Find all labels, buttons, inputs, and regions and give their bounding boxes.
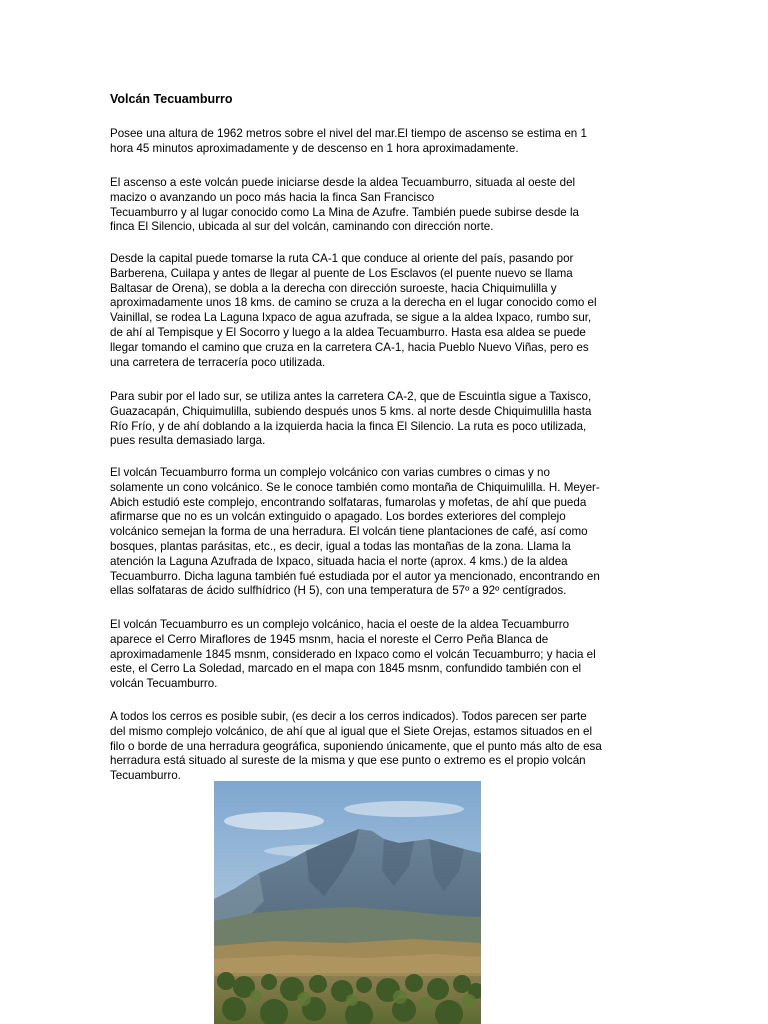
paragraph-line: de ahí al Tempisque y El Socorro y luego a la aldea Tecuamburro. Hasta esa aldea se puede: [110, 325, 586, 339]
paragraph-line: hora 45 minutos aproximadamente y de descenso en 1 hora aproximadamente.: [110, 141, 519, 155]
paragraph-line: Desde la capital puede tomarse la ruta CA-1 que conduce al oriente del país, pasando por: [110, 252, 574, 265]
paragraph-line: El volcán Tecuamburro es un complejo volcánico, hacia el oeste de la aldea Tecuamburro: [110, 618, 570, 631]
paragraph-line: Baltasar de Orena), se dobla a la derecha con dirección suroeste, hacia Chiquimulilla y: [110, 281, 557, 295]
paragraph-line: aproximadamente unos 18 kms. de camino se cruza a la derecha en el lugar conocido como el: [110, 296, 597, 310]
paragraph-line: Tecuamburro y al lugar conocido como La Mina de Azufre. También puede subirse desde la: [110, 205, 579, 219]
volcano-photo: [214, 781, 481, 1024]
paragraph-line: aproximadamenle 1845 msnm, considerado en Ixpaco como el volcán Tecuamburro; y hacia el: [110, 647, 596, 661]
paragraph-line: bosques, plantas parásitas, etc., es decir, igual a todas las montañas de la zona. Llama la: [110, 539, 571, 553]
cloud: [224, 812, 324, 830]
paragraph-line: Río Frío, y de ahí doblando a la izquierda hacia la finca El Silencio. La ruta es poco utilizada,: [110, 419, 587, 433]
paragraph-line: Tecuamburro.: [110, 769, 181, 783]
paragraph-1: [110, 127, 587, 157]
paragraph-line: El ascenso a este volcán puede iniciarse desde la aldea Tecuamburro, situada al oeste del: [110, 176, 576, 189]
document-title: Volcán Tecuamburro: [110, 92, 233, 106]
paragraph-line: afirmarse que no es un volcán extinguido o apagado. Los bordes exteriores del complejo: [110, 510, 566, 524]
cloud: [344, 801, 464, 817]
paragraph-line: Barberena, Cuilapa y antes de llegar al puente de Los Esclavos (el puente nuevo se llama: [110, 266, 573, 280]
paragraph-line: filo o borde de una herradura geográfica, suponiendo únicamente, que el punto más alto de esa: [110, 739, 602, 753]
paragraph-line: volcán Tecuamburro.: [110, 677, 218, 691]
paragraph-line: este, el Cerro La Soledad, marcado en el mapa con 1845 msnm, confundido también con el: [110, 662, 582, 676]
paragraph-line: Guazacapán, Chiquimulilla, subiendo después unos 5 kms. al norte desde Chiquimulilla hasta: [110, 404, 592, 418]
paragraph-line: Tecuamburro. Dicha laguna también fué estudiada por el autor ya mencionado, encontrando en: [110, 569, 600, 583]
paragraph-line: macizo o avanzando un poco más hacia la finca San Francisco: [110, 190, 435, 204]
paragraph-line: El volcán Tecuamburro forma un complejo volcánico con varias cumbres o cimas y no: [110, 466, 550, 479]
paragraph-line: aparece el Cerro Miraflores de 1945 msnm, hacia el noreste el Cerro Peña Blanca de: [110, 632, 549, 646]
paragraph-line: Para subir por el lado sur, se utiliza antes la carretera CA-2, que de Escuintla sigue a Taxisco,: [110, 390, 592, 403]
paragraph-line: pues resulta demasiado larga.: [110, 434, 266, 448]
paragraph-line: ellas solfataras de ácido sulfhídrico (H 5), con una temperatura de 57º a 92º centígrados.: [110, 584, 567, 598]
paragraph-line: llegar tomando el camino que cruza en la carretera CA-1, hacia Pueblo Nuevo Viñas, pero es: [110, 340, 589, 354]
paragraph-line: del mismo complejo volcánico, de ahí que al igual que el Siete Orejas, estamos situados en el: [110, 724, 593, 738]
paragraph-line: Abich estudió este complejo, encontrando solfataras, fumarolas y mofetas, de ahí que pueda: [110, 495, 587, 509]
paragraph-line: herradura está situado al sureste de la misma y que ese punto o extremo es el propio volcán: [110, 754, 586, 768]
paragraph-6: [110, 618, 596, 692]
paragraph-4: [110, 390, 591, 449]
paragraph-line: solamente un cono volcánico. Se le conoce también como montaña de Chiquimulilla. H. Meyer-: [110, 480, 600, 494]
paragraph-line: atención la Laguna Azufrada de Ixpaco, situada hacia el norte (aprox. 4 kms.) de la aldea: [110, 554, 568, 568]
paragraph-line: finca El Silencio, ubicada al sur del volcán, caminando con dirección norte.: [110, 220, 494, 234]
paragraph-5: [110, 466, 600, 599]
paragraph-line: Posee una altura de 1962 metros sobre el nivel del mar.El tiempo de ascenso se estima en 1: [110, 127, 587, 140]
paragraph-line: A todos los cerros es posible subir, (es decir a los cerros indicados). Todos parecen ser parte: [110, 710, 587, 723]
paragraph-2: [110, 176, 579, 235]
paragraph-line: una carretera de terracería poco utilizada.: [110, 355, 326, 369]
paragraph-line: volcánico semejan la forma de una herradura. El volcán tiene plantaciones de café, así como: [110, 525, 588, 539]
volcano-photo-image: [214, 781, 481, 1024]
paragraph-line: Vainillal, se rodea La Laguna Ixpaco de agua azufrada, se sigue a la aldea Ixpaco, rumbo sur,: [110, 311, 592, 325]
paragraph-7: [110, 710, 602, 784]
paragraph-3: [110, 252, 597, 370]
